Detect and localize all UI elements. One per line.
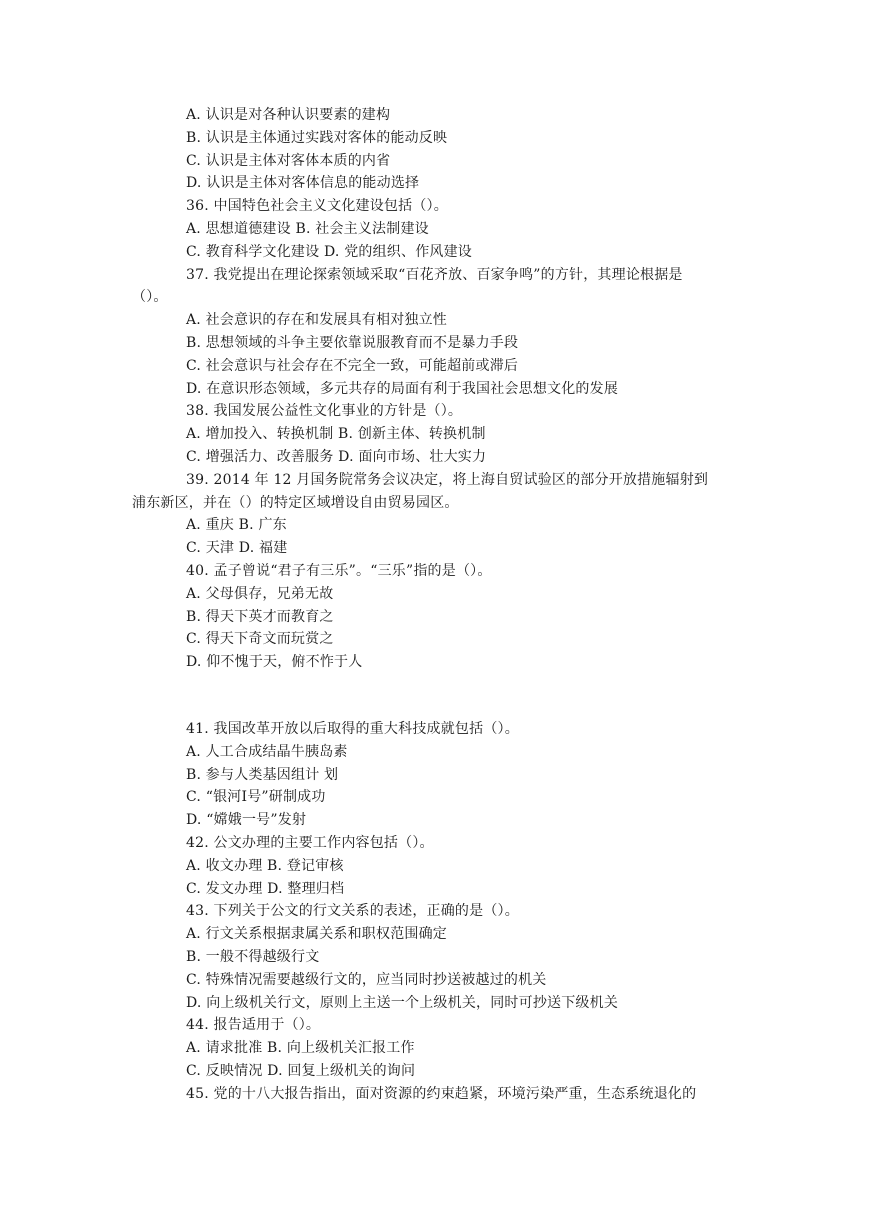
option-40-b: B. 得天下英才而教育之 <box>186 608 334 625</box>
option-39-ab: A. 重庆 B. 广东 <box>186 517 287 534</box>
option-44-cd: C. 反映情况 D. 回复上级机关的询问 <box>186 1062 416 1079</box>
option-43-a: A. 行文关系根据隶属关系和职权范围确定 <box>186 926 448 943</box>
option-44-ab: A. 请求批准 B. 向上级机关汇报工作 <box>186 1040 415 1057</box>
option-36-ab: A. 思想道德建设 B. 社会主义法制建设 <box>186 220 429 237</box>
question-43: 43. 下列关于公文的行文关系的表述，正确的是（）。 <box>186 903 519 920</box>
question-45: 45. 党的十八大报告指出，面对资源的约束趋紧，环境污染严重，生态系统退化的 <box>186 1085 697 1102</box>
option-35-a: A. 认识是对各种认识要素的建构 <box>186 107 391 123</box>
option-42-cd: C. 发文办理 D. 整理归档 <box>186 880 345 897</box>
question-39: 39. 2014 年 12 月国务院常务会议决定，将上海自贸试验区的部分开放措施辐射到 <box>186 471 709 488</box>
question-38: 38. 我国发展公益性文化事业的方针是（）。 <box>186 403 463 420</box>
option-41-c: C. “银河Ⅰ号”研制成功 <box>186 789 326 806</box>
option-41-a: A. 人工合成结晶牛胰岛素 <box>186 743 348 760</box>
option-38-cd: C. 增强活力、改善服务 D. 面向市场、壮大实力 <box>186 448 487 465</box>
option-43-b: B. 一般不得越级行文 <box>186 948 320 965</box>
option-41-b: B. 参与人类基因组计 划 <box>186 766 339 783</box>
option-40-d: D. 仰不愧于天，俯不怍于人 <box>186 654 363 671</box>
question-block-35-40 <box>132 104 742 674</box>
question-40: 40. 孟子曾说“君子有三乐”。“三乐”指的是（）。 <box>186 562 492 579</box>
question-41: 41. 我国改革开放以后取得的重大科技成就包括（）。 <box>186 721 519 737</box>
option-39-cd: C. 天津 D. 福建 <box>186 540 288 557</box>
option-37-a: A. 社会意识的存在和发展具有相对独立性 <box>186 312 448 329</box>
question-37: 37. 我党提出在理论探索领域采取“百花齐放、百家争鸣”的方针，其理论根据是 <box>186 266 683 283</box>
option-43-d: D. 向上级机关行文，原则上主送一个上级机关，同时可抄送下级机关 <box>186 994 619 1011</box>
question-44: 44. 报告适用于（）。 <box>186 1017 321 1034</box>
option-40-a: A. 父母俱存，兄弟无故 <box>186 585 334 602</box>
option-35-b: B. 认识是主体通过实践对客体的能动反映 <box>186 129 448 146</box>
option-37-c: C. 社会意识与社会存在不完全一致，可能超前或滞后 <box>186 357 519 374</box>
option-41-d: D. “嫦娥一号”发射 <box>186 812 307 829</box>
option-40-c: C. 得天下奇文而玩赏之 <box>186 631 334 648</box>
option-37-b: B. 思想领域的斗争主要依靠说服教育而不是暴力手段 <box>186 334 519 351</box>
option-43-c: C. 特殊情况需要越级行文的，应当同时抄送被越过的机关 <box>186 971 547 988</box>
question-42: 42. 公文办理的主要工作内容包括（）。 <box>186 834 434 851</box>
question-37-continuation: （）。 <box>132 289 168 306</box>
question-36: 36. 中国特色社会主义文化建设包括（）。 <box>186 198 448 215</box>
option-35-c: C. 认识是主体对客体本质的内省 <box>186 152 391 169</box>
question-39-continuation: 浦东新区，并在（）的特定区域增设自由贸易园区。 <box>132 494 459 511</box>
question-block-41-45 <box>132 718 742 1106</box>
option-38-ab: A. 增加投入、转换机制 B. 创新主体、转换机制 <box>186 426 486 443</box>
option-36-cd: C. 教育科学文化建设 D. 党的组织、作风建设 <box>186 243 472 260</box>
option-42-ab: A. 收文办理 B. 登记审核 <box>186 857 344 874</box>
option-35-d: D. 认识是主体对客体信息的能动选择 <box>186 175 420 192</box>
option-37-d: D. 在意识形态领域，多元共存的局面有利于我国社会思想文化的发展 <box>186 380 619 397</box>
